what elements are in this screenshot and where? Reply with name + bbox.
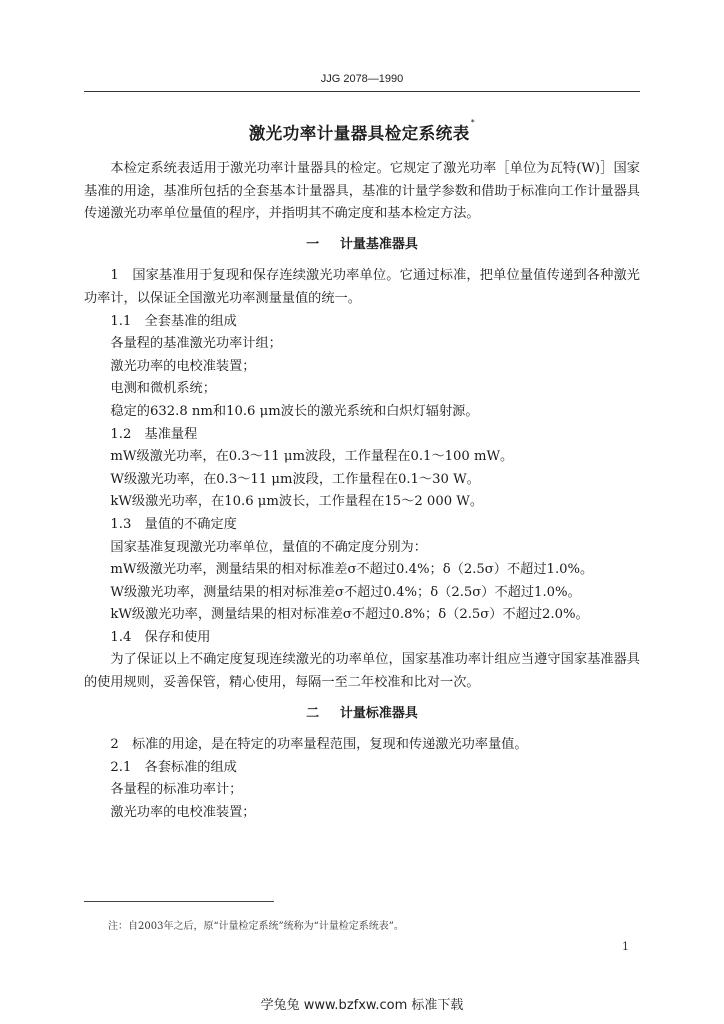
intro-paragraph: 本检定系统表适用于激光功率计量器具的检定。它规定了激光功率［单位为瓦特(W)］国家基准的用途，基准所包括的全套基本计量器具，基准的计量学参数和借助于标准向工作计量器具传递激光功率单位量值的程序，并指明其不确定度和基本检定方法。 bbox=[84, 161, 640, 222]
list-item: 激光功率的电校准装置； bbox=[110, 805, 256, 821]
section-2-title: 计量标准器具 bbox=[339, 705, 418, 721]
document-title bbox=[0, 120, 724, 144]
clause-1-4-heading: 1.4 保存和使用 bbox=[110, 629, 211, 645]
clause-1-4-text: 为了保证以上不确定度复现连续激光的功率单位，国家基准功率计组应当遵守国家基准器具的使用规则，妥善保管，精心使用，每隔一至二年校准和比对一次。 bbox=[84, 652, 640, 691]
standard-code: JJG 2078—1990 bbox=[320, 73, 404, 85]
clause-2-1-heading: 2.1 各套标准的组成 bbox=[110, 759, 237, 775]
list-item: mW级激光功率，测量结果的相对标准差σ不超过0.4%；δ（2.5σ）不超过1.0%。 bbox=[110, 562, 594, 578]
list-item: 各量程的基准激光功率计组； bbox=[110, 336, 282, 352]
page-number: 1 bbox=[622, 940, 629, 953]
clause-1-2-heading: 1.2 基准量程 bbox=[110, 426, 198, 442]
section-1-title: 计量基准器具 bbox=[339, 236, 418, 252]
list-item: W级激光功率，在0.3～11 μm波段，工作量程在0.1～30 W。 bbox=[110, 471, 480, 487]
list-item: kW级激光功率，测量结果的相对标准差σ不超过0.8%；δ（2.5σ）不超过2.0%。 bbox=[110, 607, 589, 623]
footnote-rule bbox=[84, 901, 274, 902]
list-item: 稳定的632.8 nm和10.6 μm波长的激光系统和白炽灯辐射源。 bbox=[110, 403, 479, 419]
document-title-text: 激光功率计量器具检定系统表 bbox=[248, 124, 470, 143]
list-item: 各量程的标准功率计； bbox=[110, 782, 243, 798]
title-footnote-mark: * bbox=[470, 118, 476, 127]
list-item: kW级激光功率，在10.6 μm波长，工作量程在15～2 000 W。 bbox=[110, 494, 484, 510]
list-item: 激光功率的电校准装置； bbox=[110, 358, 256, 374]
list-item: 国家基准复现激光功率单位，量值的不确定度分别为： bbox=[110, 539, 427, 555]
section-1-number: 一 bbox=[306, 236, 320, 252]
section-1-heading bbox=[84, 226, 640, 266]
clause-1-3-heading: 1.3 量值的不确定度 bbox=[110, 516, 237, 532]
document-body bbox=[84, 158, 640, 825]
clause-2: 2 标准的用途，是在特定的功率量程范围，复现和传递激光功率量值。 bbox=[110, 737, 528, 753]
section-2-heading bbox=[84, 695, 640, 735]
list-item: W级激光功率，测量结果的相对标准差σ不超过0.4%；δ（2.5σ）不超过1.0%。 bbox=[110, 584, 581, 600]
clause-1: 1 国家基准用于复现和保存连续激光功率单位。它通过标准，把单位量值传递到各种激光功率计，以保证全国激光功率测量量值的统一。 bbox=[84, 268, 640, 306]
section-2-number: 二 bbox=[306, 705, 320, 721]
clause-1-1-heading: 1.1 全套基准的组成 bbox=[110, 313, 237, 329]
list-item: 电测和微机系统； bbox=[110, 381, 216, 397]
list-item: mW级激光功率，在0.3～11 μm波段，工作量程在0.1～100 mW。 bbox=[110, 449, 514, 465]
footnote: 注：自2003年之后，原“计量检定系统”统称为“计量检定系统表”。 bbox=[108, 921, 404, 932]
watermark-link[interactable]: 学兔兔 www.bzfxw.com 标准下载 bbox=[260, 998, 464, 1013]
header-rule bbox=[84, 91, 640, 92]
